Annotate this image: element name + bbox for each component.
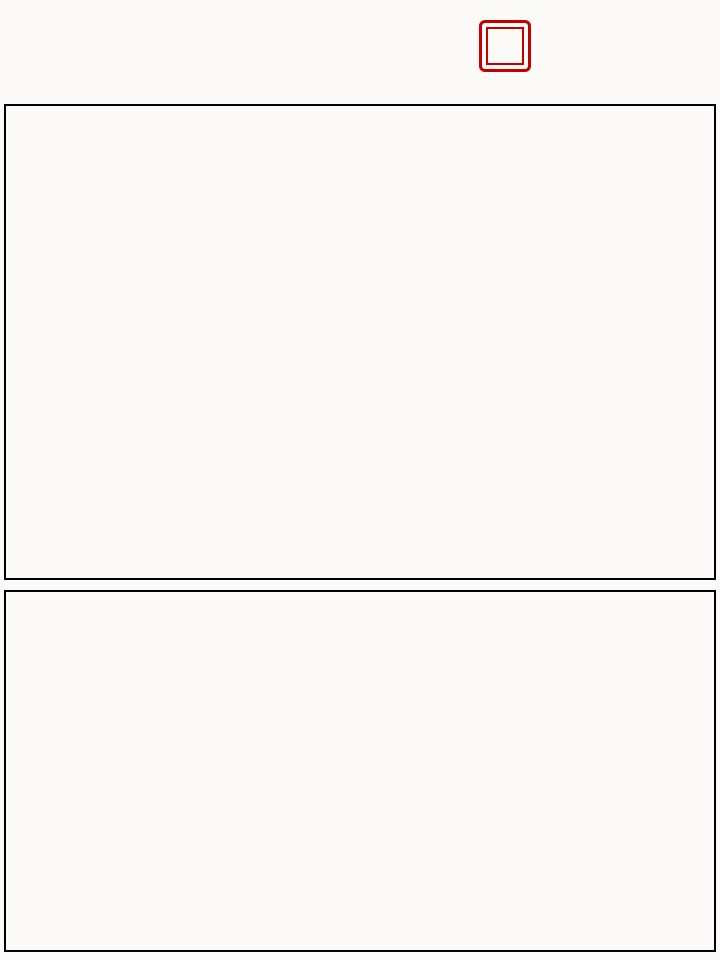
seal-text [486,27,524,65]
seal-logo [479,20,531,72]
chart-table [4,104,716,580]
year-grid [4,590,716,952]
